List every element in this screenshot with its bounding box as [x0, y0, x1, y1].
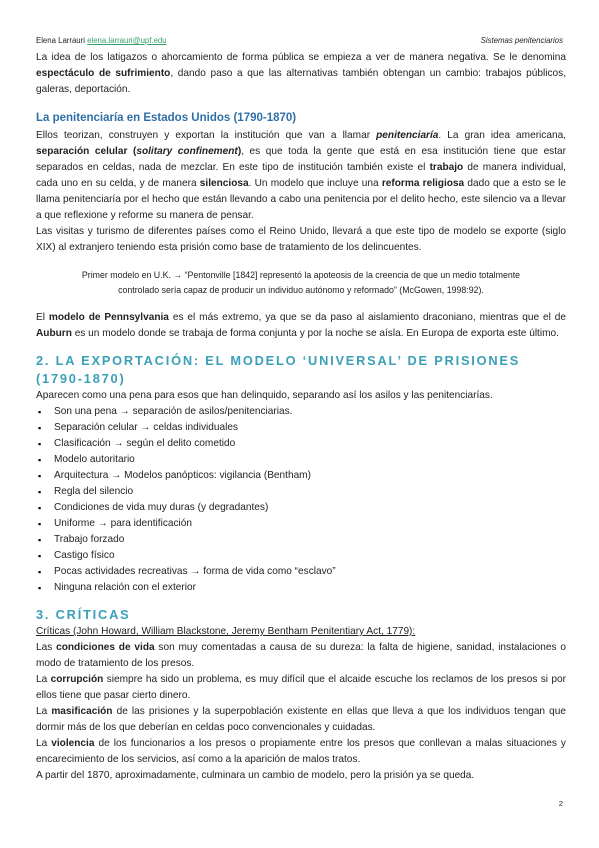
section-2-intro: Aparecen como una pena para esos que han delinquido, separando así los asilos y las penitenciarías.	[36, 390, 493, 401]
pentonville-quote: Primer modelo en U.K. → “Pentonville [1842] representó la apoteosis de la creencia de que un medio totalmente controlado sería capaz de producir un individuo autónomo y reformado” (McGowen, 1998:92).	[81, 270, 521, 295]
criticas-paragraph-1: Las condiciones de vida son muy comentadas a causa de su dureza: la falta de higiene, sanidad, instalaciones o modo de tratamiento de los presos.	[36, 642, 566, 669]
usa-paragraph-3: El modelo de Pennsylvania es el más extremo, ya que se da paso al aislamiento draconiano, mientras que el de Auburn es un modelo donde se trabaja de forma conjunta y por la noche se aísla. En Europa de exporta este último.	[36, 312, 566, 339]
header-author-line	[36, 36, 167, 46]
list-item: ▪ Modelo autoritario	[36, 452, 566, 468]
criticas-paragraph-3: La masificación de las prisiones y la superpoblación existente en ellas que lleva a que los individuos tengan que dormir más de los que deberían en celdas poco convencionales y cuidadas.	[36, 706, 566, 733]
section-3-subheading: Críticas (John Howard, William Blackstone, Jeremy Bentham Penitentiary Act, 1779):	[36, 626, 416, 637]
list-item: ▪ Castigo físico	[36, 548, 566, 564]
intro-paragraph: La idea de los latigazos o ahorcamiento de forma pública se empieza a ver de manera negativa. Se le denomina espectáculo de sufrimiento, dando paso a que las alternativas también obtengan un cambio: trabajos públicos, galeras, deportación.	[36, 52, 566, 95]
list-item: ▪ Son una pena → separación de asilos/penitenciarias.	[36, 404, 566, 420]
usa-paragraph-1: Ellos teorizan, construyen y exportan la institución que van a llamar penitenciaría. La gran idea americana, separación celular (solitary confinement), es que toda la gente que está en esa institución tiene que estar separados en celdas, nada de mezclar. En este tipo de institución también existe el trabajo de manera individual, cada uno en su celda, y de manera silenciosa. Un modelo que incluye una reforma religiosa dado que a esto se le llama penitenciaría por el hecho que están llevando a cabo una penitencia por el delito hecho, este silencio va a llevar a que reflexione y reforme su manera de pensar.	[36, 130, 567, 221]
list-item: ▪ Condiciones de vida muy duras (y degradantes)	[36, 500, 566, 516]
section-2-heading: 2. LA EXPORTACIÓN: EL MODELO ‘UNIVERSAL’ DE PRISIONES (1790-1870)	[36, 353, 521, 386]
usa-paragraph-2: Las visitas y turismo de diferentes países como el Reino Unido, llevará a que este tipo de modelo se exporte (siglo XIX) al extranjero teniendo esta prisión como base de tratamiento de los delincuentes.	[36, 226, 566, 253]
list-item: ▪ Clasificación → según el delito cometido	[36, 436, 566, 452]
course-title: Sistemas penitenciarios	[480, 36, 563, 45]
section-2-list	[36, 404, 566, 596]
section-3-heading: 3. CRÍTICAS	[36, 607, 131, 622]
page-number: 2	[558, 799, 563, 808]
list-item: ▪ Regla del silencio	[36, 484, 566, 500]
list-item: ▪ Pocas actividades recreativas → forma de vida como “esclavo”	[36, 564, 566, 580]
list-item: ▪ Arquitectura → Modelos panópticos: vigilancia (Bentham)	[36, 468, 566, 484]
author-email-link[interactable]: elena.larrauri@upf.edu	[87, 36, 167, 45]
list-item: ▪ Uniforme → para identificación	[36, 516, 566, 532]
criticas-paragraph-2: La corrupción siempre ha sido un problema, es muy difícil que el alcaide escuche los reclamos de los presos si por ellos tiene que pasar cierto dinero.	[36, 674, 566, 701]
list-item: ▪ Separación celular → celdas individuales	[36, 420, 566, 436]
list-item: ▪ Ninguna relación con el exterior	[36, 580, 566, 596]
list-item: ▪ Trabajo forzado	[36, 532, 566, 548]
criticas-paragraph-4: La violencia de los funcionarios a los presos o propiamente entre los presos que conllevan a malas situaciones y encarecimiento de los servicios, así como a la aparición de malos tratos.	[36, 738, 566, 765]
document-body	[36, 50, 566, 784]
usa-heading: La penitenciaría en Estados Unidos (1790-1870)	[36, 112, 297, 124]
author-name: Elena Larrauri	[36, 36, 85, 45]
criticas-paragraph-5: A partir del 1870, aproximadamente, culminara un cambio de modelo, pero la prisión ya se queda.	[36, 770, 475, 781]
